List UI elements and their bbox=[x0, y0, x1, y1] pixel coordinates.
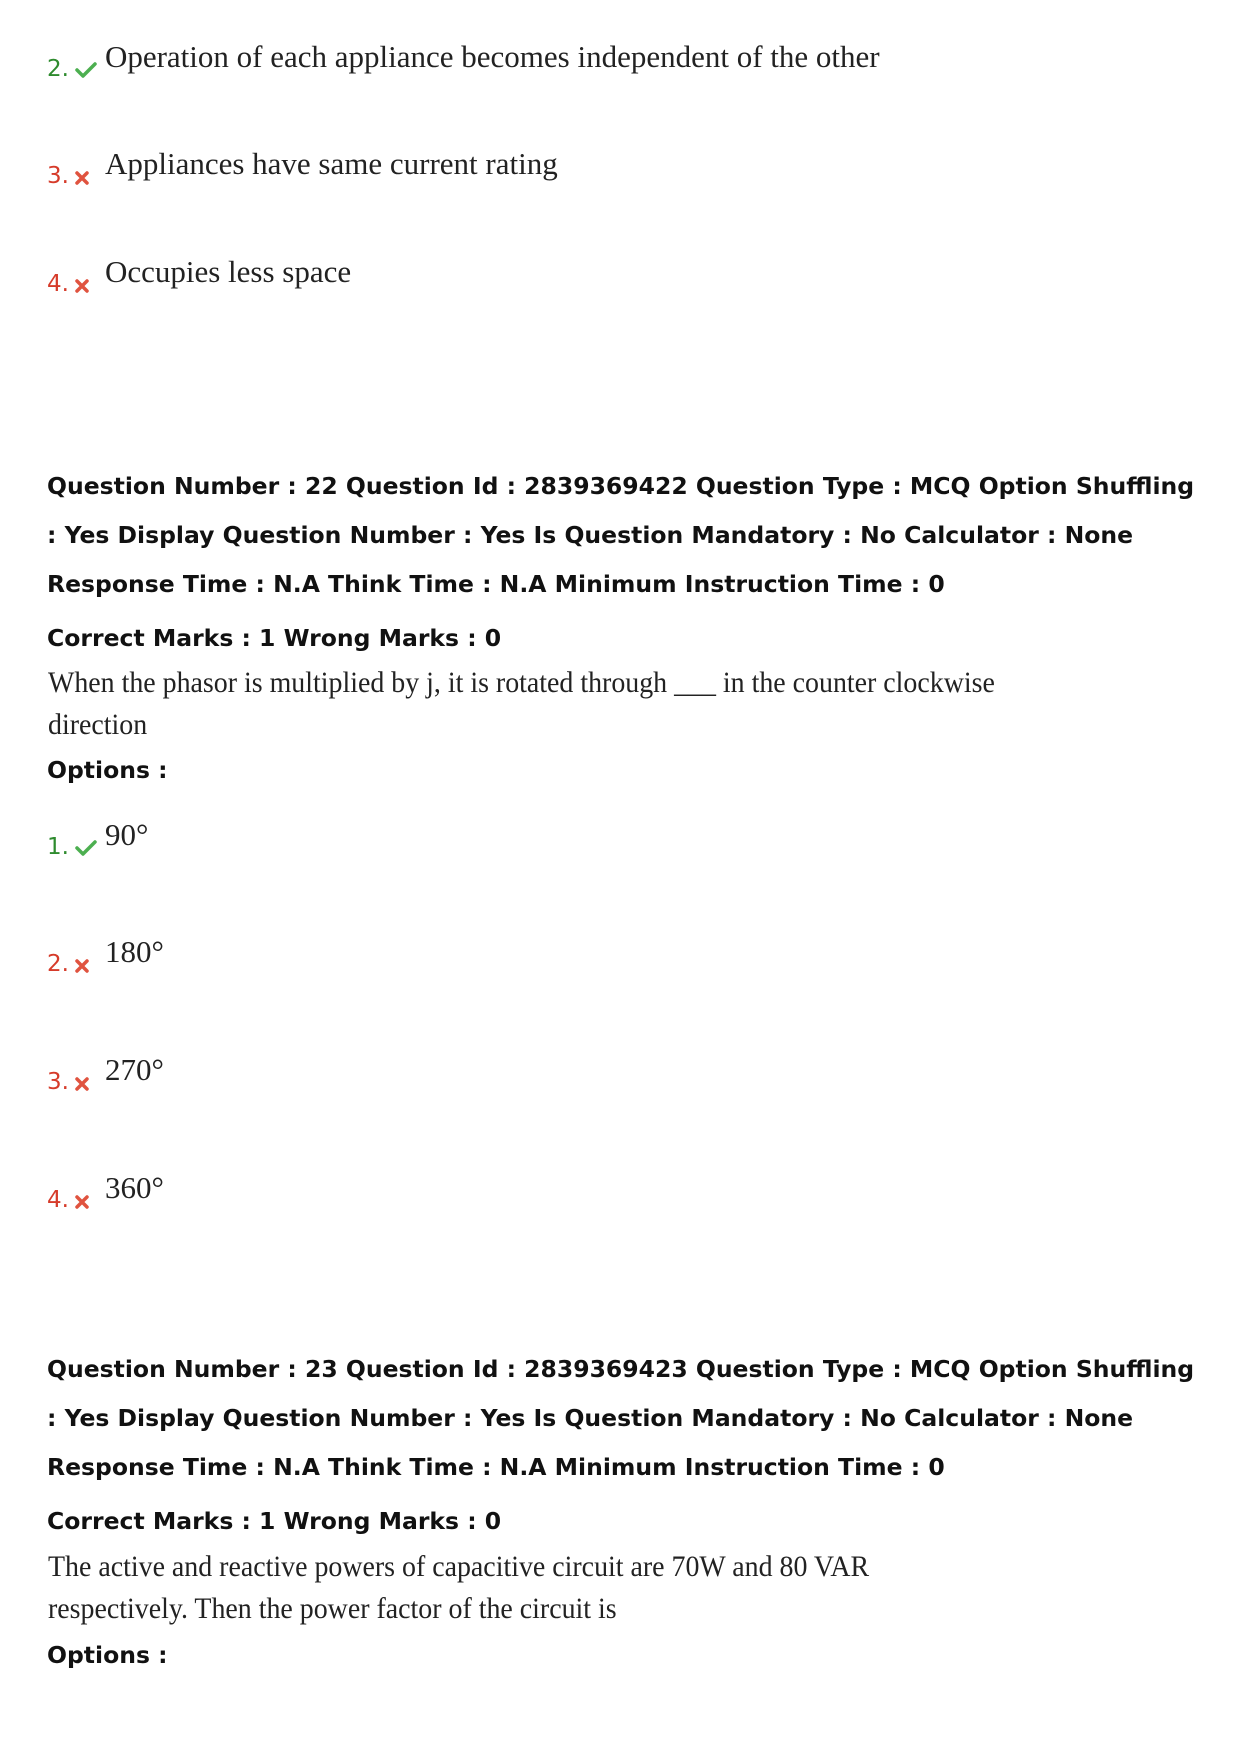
option-text: Operation of each appliance becomes independent of the other bbox=[104, 39, 880, 74]
cross-icon bbox=[73, 161, 99, 191]
option-4-prev bbox=[47, 254, 352, 299]
option-text: 90° bbox=[104, 817, 149, 852]
option-1 bbox=[47, 817, 149, 862]
cross-icon bbox=[73, 1067, 99, 1097]
option-number: 4. bbox=[47, 1187, 69, 1213]
cross-icon bbox=[73, 269, 99, 299]
options-label: Options : bbox=[47, 756, 168, 784]
option-2-prev bbox=[47, 39, 880, 84]
option-text: Appliances have same current rating bbox=[104, 146, 558, 181]
question-23-marks: Correct Marks : 1 Wrong Marks : 0 bbox=[47, 1507, 502, 1535]
option-3-prev bbox=[47, 146, 558, 191]
option-text: 180° bbox=[104, 934, 164, 969]
question-text-line: direction bbox=[48, 708, 148, 741]
question-text-line: The active and reactive powers of capacitive circuit are 70W and 80 VAR bbox=[48, 1550, 870, 1583]
question-22-text bbox=[48, 662, 995, 746]
option-number: 3. bbox=[47, 163, 69, 189]
question-22-meta: Question Number : 22 Question Id : 2839369422 Question Type : MCQ Option Shuffling : Yes Display Question Number : Yes Is Question Mandatory : No Calculator : None Response Time : N.A Think Time : N.A Minimum Instruction Time : 0 bbox=[47, 472, 1195, 598]
option-3 bbox=[47, 1052, 164, 1097]
check-icon bbox=[73, 54, 99, 84]
option-4 bbox=[47, 1170, 164, 1215]
option-text: 360° bbox=[104, 1170, 164, 1205]
option-number: 4. bbox=[47, 271, 69, 297]
check-icon bbox=[73, 832, 99, 862]
cross-icon bbox=[73, 1185, 99, 1215]
option-text: 270° bbox=[104, 1052, 164, 1087]
question-23-text bbox=[48, 1546, 869, 1630]
option-number: 3. bbox=[47, 1069, 69, 1095]
option-number: 2. bbox=[47, 951, 69, 977]
option-2 bbox=[47, 934, 164, 979]
option-number: 2. bbox=[47, 56, 69, 82]
question-text-line: When the phasor is multiplied by j, it is rotated through ___ in the counter clockwise bbox=[48, 666, 995, 699]
option-number: 1. bbox=[47, 834, 69, 860]
question-text-line: respectively. Then the power factor of the circuit is bbox=[48, 1592, 617, 1625]
options-label: Options : bbox=[47, 1641, 168, 1669]
option-text: Occupies less space bbox=[104, 254, 352, 289]
cross-icon bbox=[73, 949, 99, 979]
question-22-marks: Correct Marks : 1 Wrong Marks : 0 bbox=[47, 624, 502, 652]
question-23-meta: Question Number : 23 Question Id : 2839369423 Question Type : MCQ Option Shuffling : Yes Display Question Number : Yes Is Question Mandatory : No Calculator : None Response Time : N.A Think Time : N.A Minimum Instruction Time : 0 bbox=[47, 1355, 1195, 1481]
